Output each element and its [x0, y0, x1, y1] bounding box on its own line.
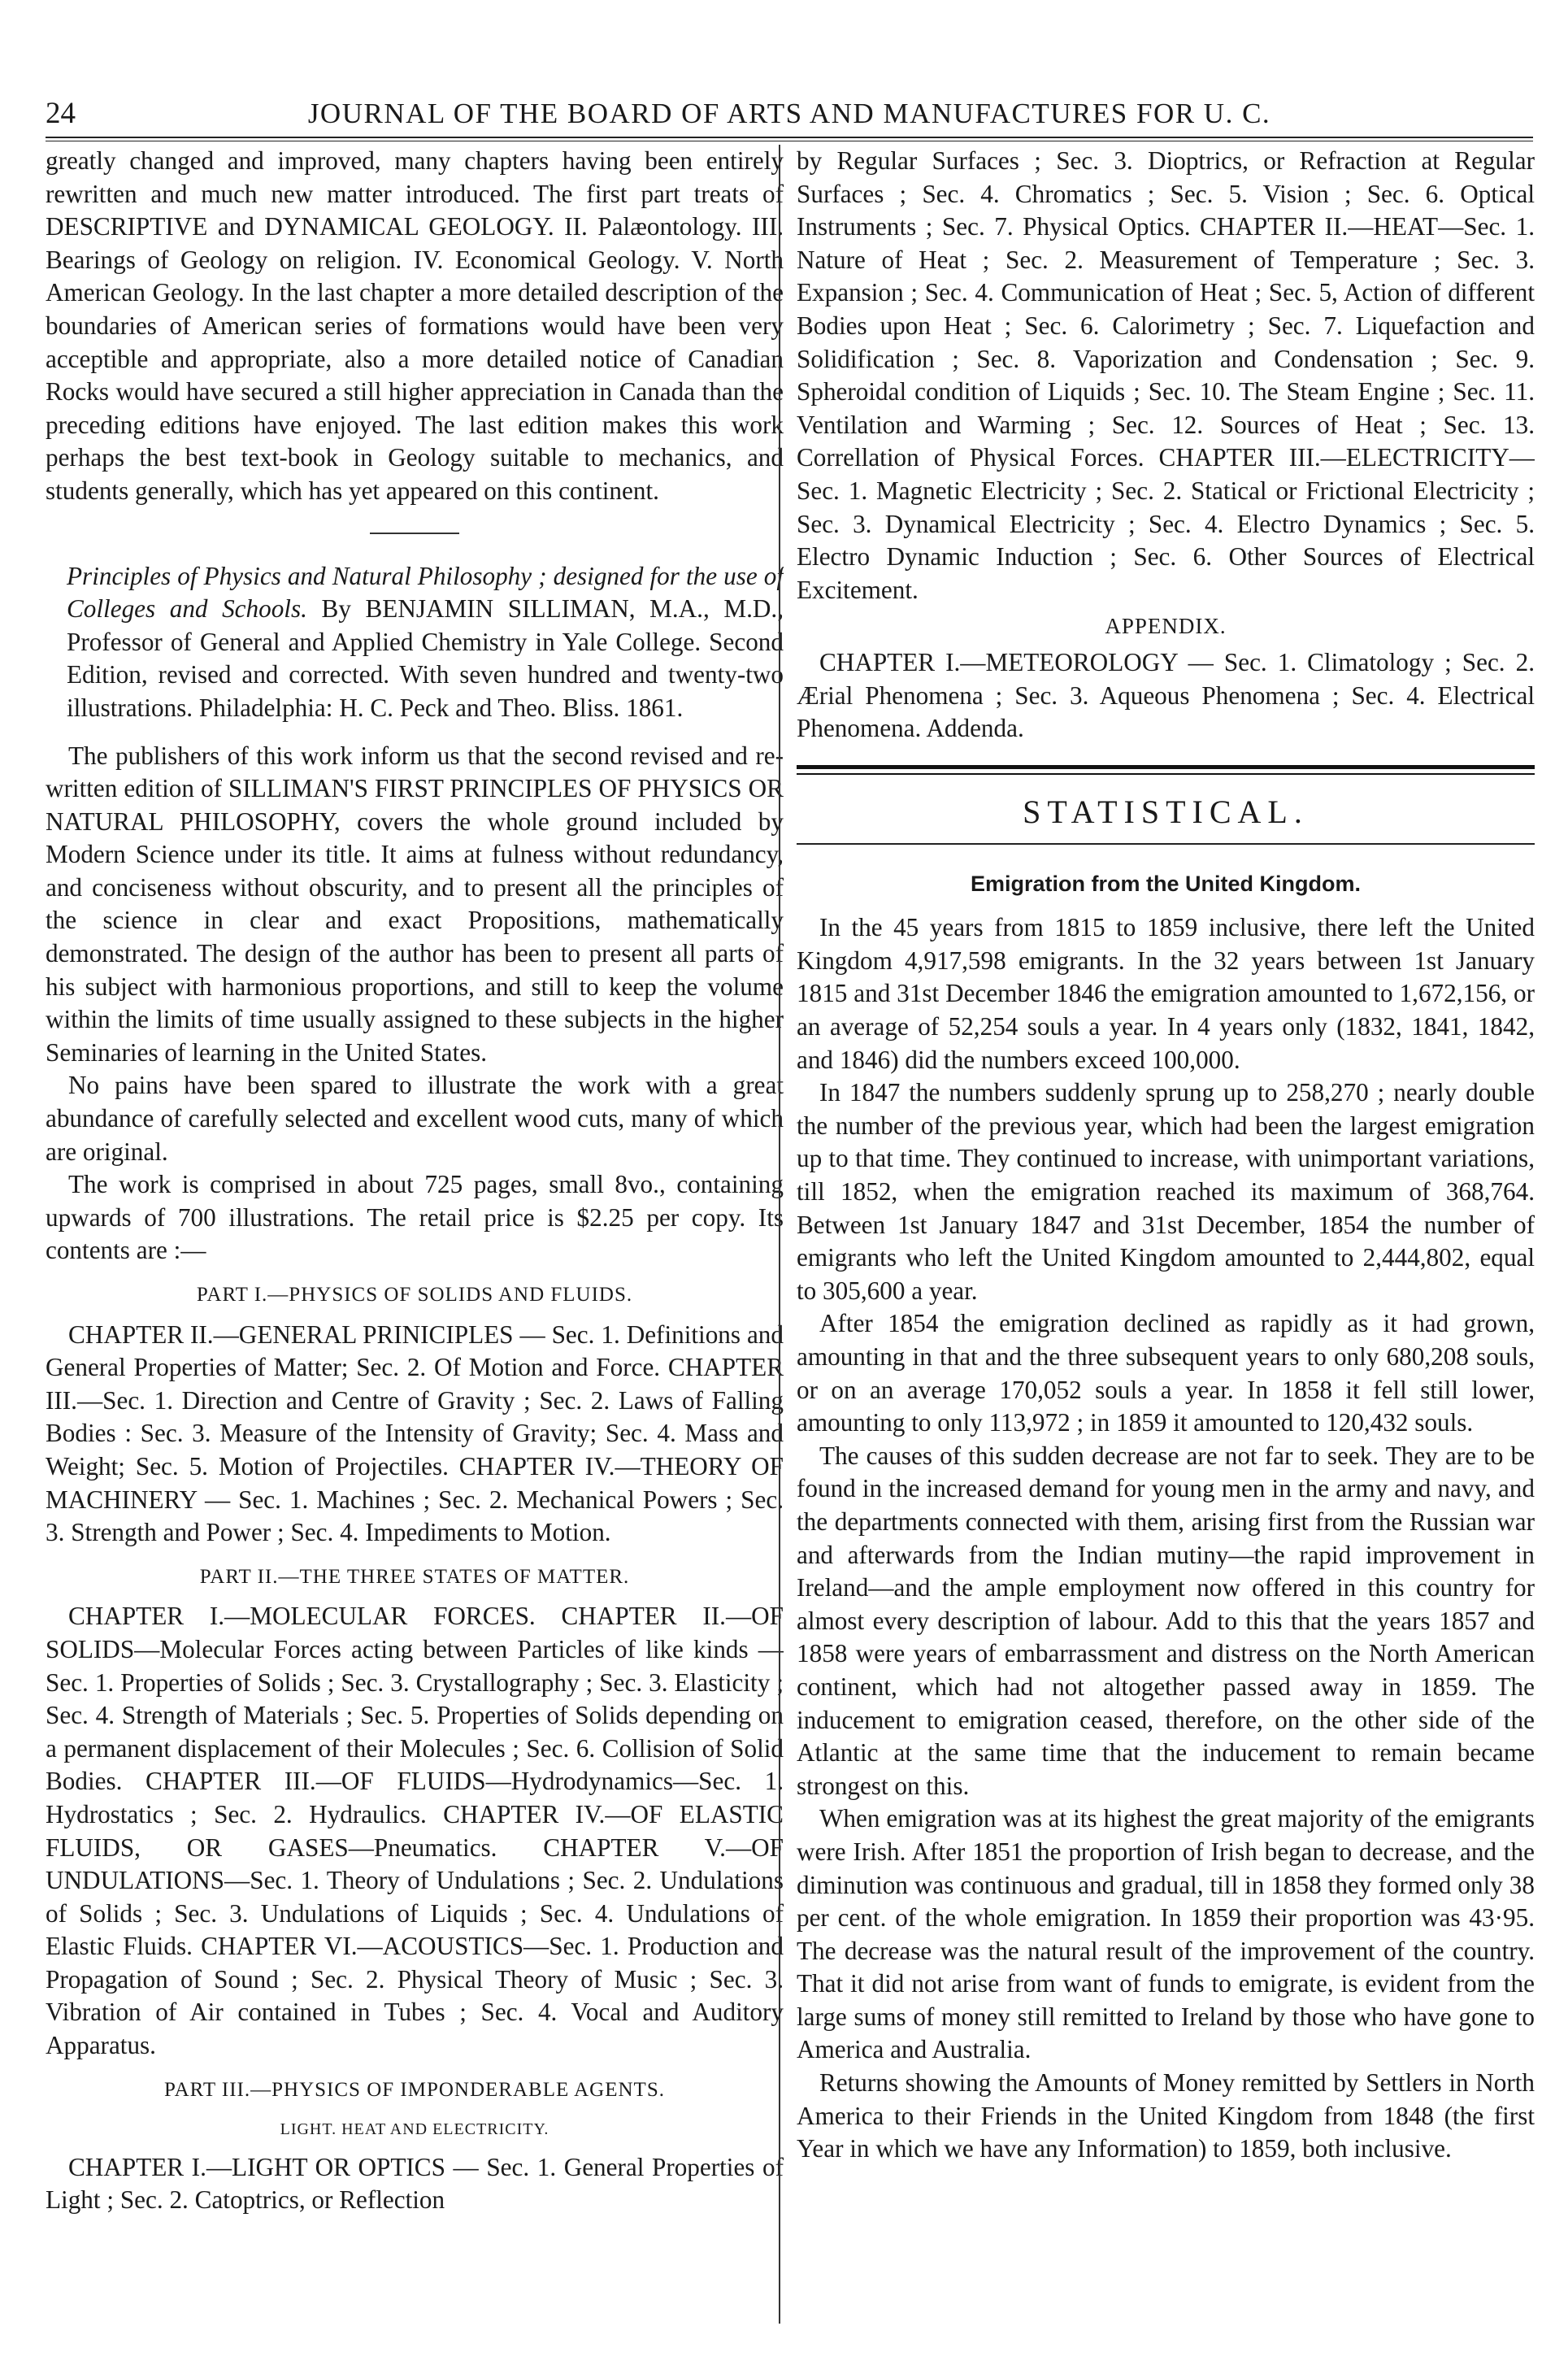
geology-review-continued: greatly changed and improved, many chapters having been entirely rewritten and much new matter introduced. The first part treats of DESCRIPTIVE and DYNAMICAL GEOLOGY. II. Palæontology. III. Bearings of Geology on religion. IV. Economical Geology. V. North American Geology. In the last chapter a more detailed description of the boundaries of American series of formations would have been very acceptible and appropriate, also a more detailed notice of Canadian Rocks would have secured a still higher appreciation in Canada than the preceding editions have enjoyed. The last edition makes this work perhaps the best text-book in Geology suitable to mechanics, and students generally, which has yet appeared on this continent. — [46, 146, 784, 505]
section-separator — [370, 533, 459, 534]
part-heading: PART I.—PHYSICS OF SOLIDS AND FLUIDS. — [196, 1284, 633, 1306]
appendix-heading: APPENDIX. — [1105, 614, 1227, 639]
appendix-contents: CHAPTER I.—METEOROLOGY — Sec. 1. Climatology ; Sec. 2. Ærial Phenomena ; Sec. 3. Aqueous Phenomena ; Sec. 4. Electrical Phenomena. Addenda. — [797, 647, 1535, 743]
contents-paragraph: CHAPTER I.—LIGHT OR OPTICS — Sec. 1. General Properties of Light ; Sec. 2. Catoptrics, or Reflection — [46, 2152, 784, 2215]
contents-paragraph: CHAPTER II.—GENERAL PRINICIPLES — Sec. 1. Definitions and General Properties of Matter; Sec. 2. Of Motion and Force. CHAPTER III.—Sec. 1. Direction and Centre of Gravity ; Sec. 2. Laws of Falling Bodies : Sec. 3. Measure of the Intensity of Gravity; Sec. 4. Mass and Weight; Sec. 5. Motion of Projectiles. CHAPTER IV.—THEORY OF MACHINERY — Sec. 1. Machines ; Sec. 2. Mechanical Powers ; Sec. 3. Strength and Power ; Sec. 4. Impediments to Motion. — [46, 1320, 784, 1547]
spacer — [46, 725, 784, 740]
article-paragraph: In the 45 years from 1815 to 1859 inclusive, there left the United Kingdom 4,917,598 emigrants. In the 32 years between 1st January 1815 and 31st December 1846 the emigration amounted to 1,672,156, or an average of 52,254 souls a year. In 4 years only (1832, 1841, 1842, and 1846) did the numbers exceed 100,000. — [797, 913, 1535, 1074]
part-subheading: LIGHT. HEAT AND ELECTRICITY. — [280, 2120, 549, 2139]
contents-continued: by Regular Surfaces ; Sec. 3. Dioptrics, or Refraction at Regular Surfaces ; Sec. 4. Chromatics ; Sec. 5. Vision ; Sec. 6. Optical Instruments ; Sec. 7. Physical Optics. CHAPTER II.—HEAT—Sec. 1. Nature of Heat ; Sec. 2. Measurement of Temperature ; Sec. 3. Expansion ; Sec. 4. Communication of Heat ; Sec. 5, Action of different Bodies upon Heat ; Sec. 6. Calorimetry ; Sec. 7. Liquefaction and Solidification ; Sec. 8. Vaporization and Condensation ; Sec. 9. Spheroidal condition of Liquids ; Sec. 10. The Steam Engine ; Sec. 11. Ventilation and Warming ; Sec. 12. Sources of Heat ; Sec. 13. Correllation of Physical Forces. CHAPTER III.—ELECTRICITY—Sec. 1. Magnetic Electricity ; Sec. 2. Statical or Frictional Electricity ; Sec. 3. Dynamical Electricity ; Sec. 4. Electro Dynamics ; Sec. 5. Electro Dynamic Induction ; Sec. 6. Other Sources of Electrical Excitement. — [797, 146, 1535, 604]
column-divider — [779, 145, 780, 2324]
header-rule — [46, 137, 1533, 141]
article-paragraph: In 1847 the numbers suddenly sprung up to 258,270 ; nearly double the number of the previous year, which had been the largest emigration up to that time. They continued to increase, with unimportant variations, till 1852, when the emigration reached its maximum of 368,764. Between 1st January 1847 and 31st December, 1854 the number of emigrants who left the United Kingdom amounted to 2,444,802, equal to 305,600 a year. — [797, 1078, 1535, 1305]
right-column — [797, 145, 1535, 2324]
section-title: STATISTICAL. — [1023, 793, 1309, 830]
left-column — [46, 145, 784, 2324]
double-rule — [797, 765, 1535, 775]
page-header — [46, 94, 1533, 137]
review-paragraph: The work is comprised in about 725 pages, small 8vo., containing upwards of 700 illustrations. The retail price is $2.25 per copy. Its contents are :— — [46, 1170, 784, 1265]
review-book-title: Principles of Physics and Natural Philosophy ; designed for the use of Colleges and Schools. — [67, 561, 784, 624]
section-title-rule — [797, 843, 1535, 845]
running-title: JOURNAL OF THE BOARD OF ARTS AND MANUFACTURES FOR U. C. — [307, 98, 1271, 129]
article-paragraph: After 1854 the emigration declined as rapidly as it had grown, amounting in that and the three subsequent years to only 680,208 souls, or on an average 170,052 souls a year. In 1858 it fell still lower, amounting to only 113,972 ; in 1859 it amounted to 120,432 souls. — [797, 1309, 1535, 1437]
article-paragraph: When emigration was at its highest the great majority of the emigrants were Irish. After 1851 the proportion of Irish began to decrease, and the diminution was continuous and gradual, till in 1858 they formed only 38 per cent. of the whole emigration. In 1859 their proportion was 43·95. The decrease was the natural result of the improvement of the country. That it did not arise from want of funds to emigrate, is evident from the large sums of money still remitted to Ireland by those who have gone to America and Australia. — [797, 1804, 1535, 2064]
part-heading: PART II.—THE THREE STATES OF MATTER. — [199, 1565, 630, 1588]
part-heading: PART III.—PHYSICS OF IMPONDERABLE AGENTS. — [164, 2078, 665, 2101]
review-paragraph: No pains have been spared to illustrate the work with a great abundance of carefully selected and excellent wood cuts, many of which are original. — [46, 1071, 784, 1166]
article-title: Emigration from the United Kingdom. — [971, 871, 1361, 896]
review-paragraph: The publishers of this work inform us that the second revised and re-written edition of SILLIMAN'S FIRST PRINCIPLES OF PHYSICS OR NATURAL PHILOSOPHY, covers the whole ground included by Modern Science under its title. It aims at fulness without redundancy, and conciseness without obscurity, and to present all the principles of the science in clear and exact Propositions, mathematically demonstrated. The design of the author has been to present all parts of his subject with harmonious proportions, and still to keep the volume within the limits of time usually assigned to these subjects in the higher Seminaries of learning in the United States. — [46, 741, 784, 1067]
page-number: 24 — [46, 97, 76, 130]
article-paragraph: The causes of this sudden decrease are not far to seek. They are to be found in the increased demand for young men in the army and navy, and the departments connected with them, arising first from the Russian war and afterwards from the Indian mutiny—the rapid improvement in Ireland—and the ample employment now offered in this country for almost every description of labour. Add to this that the years 1857 and 1858 were years of embarrassment and distress on the North American continent, which had not altogether passed away in 1859. The inducement to emigration ceased, therefore, on the other side of the Atlantic at the same time that the inducement to remain became strongest on this. — [797, 1441, 1535, 1800]
review-byline: By BENJAMIN SILLIMAN, M.A., M.D., Professor of General and Applied Chemistry in Yale College. Second Edition, revised and corrected. With seven hundred and twenty-two illustrations. Philadelphia: H. C. Peck and Theo. Bliss. 1861. — [67, 594, 784, 722]
review-heading — [46, 560, 784, 725]
contents-paragraph: CHAPTER I.—MOLECULAR FORCES. CHAPTER II.—OF SOLIDS—Molecular Forces acting between Particles of like kinds —Sec. 1. Properties of Solids ; Sec. 3. Crystallography ; Sec. 3. Elasticity ; Sec. 4. Strength of Materials ; Sec. 5. Properties of Solids depending on a permanent displacement of their Molecules ; Sec. 6. Collision of Solid Bodies. CHAPTER III.—OF FLUIDS—Hydrodynamics—Sec. 1. Hydrostatics ; Sec. 2. Hydraulics. CHAPTER IV.—OF ELASTIC FLUIDS, OR GASES—Pneumatics. CHAPTER V.—OF UNDULATIONS—Sec. 1. Theory of Undulations ; Sec. 2. Undulations of Solids ; Sec. 3. Undulations of Liquids ; Sec. 4. Undulations of Elastic Fluids. CHAPTER VI.—ACOUSTICS—Sec. 1. Production and Propagation of Sound ; Sec. 2. Physical Theory of Music ; Sec. 3. Vibration of Air contained in Tubes ; Sec. 4. Vocal and Auditory Apparatus. — [46, 1602, 784, 2060]
article-paragraph: Returns showing the Amounts of Money remitted by Settlers in North America to their Friends in the United Kingdom from 1848 (the first Year in which we have any Information) to 1859, both inclusive. — [797, 2068, 1535, 2163]
